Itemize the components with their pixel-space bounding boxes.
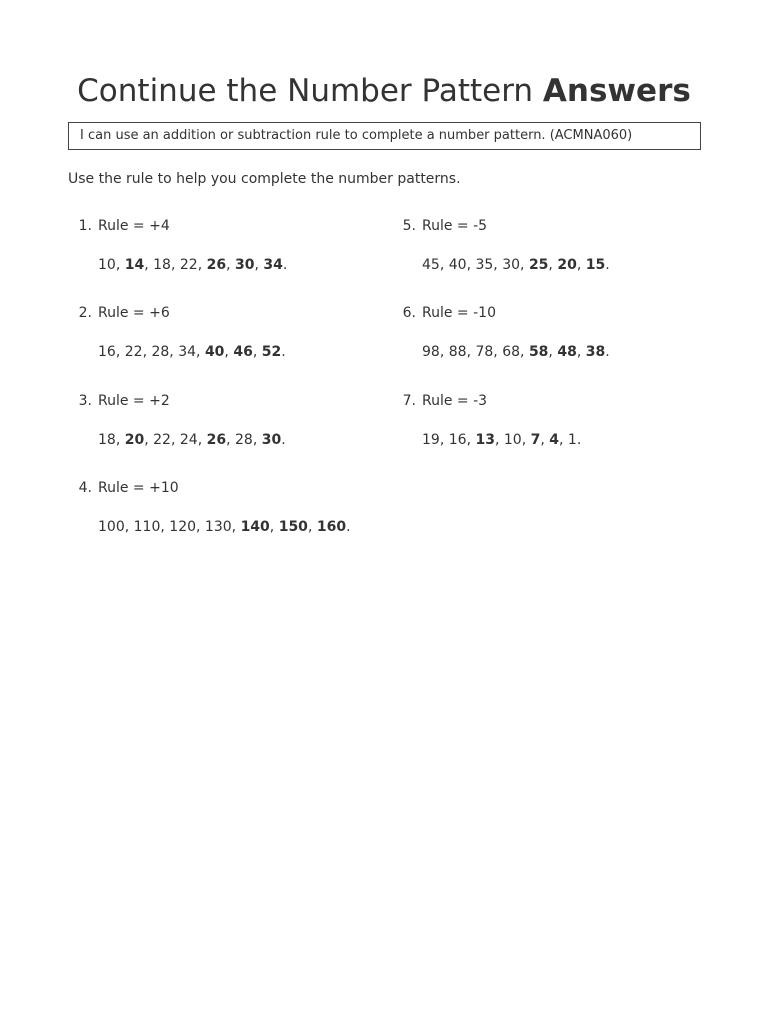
problem-rule: Rule = -3 <box>422 393 488 409</box>
answer-term: 26 <box>206 432 227 448</box>
answer-term: 58 <box>528 344 549 360</box>
given-term: 22 <box>153 432 171 448</box>
given-term: 10 <box>98 257 116 273</box>
answer-term: 38 <box>585 344 606 360</box>
problem-rule: Rule = -10 <box>422 305 496 321</box>
page-title-text: Continue the Number Pattern <box>77 73 534 109</box>
number-sequence: 18, 20, 22, 24, 26, 28, 30. <box>98 432 286 448</box>
given-term: 28 <box>151 344 170 360</box>
answer-term: 20 <box>557 257 577 273</box>
answer-term: 14 <box>124 257 145 273</box>
given-term: 10 <box>503 432 522 448</box>
answer-term: 160 <box>316 519 347 535</box>
instruction-text: Use the rule to help you complete the number patterns. <box>68 171 461 187</box>
given-term: 88 <box>448 344 467 360</box>
answer-term: 150 <box>278 519 308 535</box>
problem-number: 6. <box>402 305 416 321</box>
problem-rule-line <box>68 478 179 498</box>
problem-rule-line <box>68 216 170 236</box>
problem-rule: Rule = +2 <box>98 393 170 409</box>
number-sequence: 45, 40, 35, 30, 25, 20, 15. <box>422 257 610 273</box>
page-title-answers: Answers <box>542 73 691 109</box>
answer-term: 140 <box>240 519 270 535</box>
problem-number: 4. <box>78 480 92 496</box>
answer-term: 40 <box>204 344 225 360</box>
answer-term: 34 <box>263 257 283 273</box>
given-term: 35 <box>475 257 494 273</box>
learning-objective-text: I can use an addition or subtraction rule to complete a number pattern. (ACMNA060) <box>80 128 633 143</box>
given-term: 98 <box>422 344 440 360</box>
given-term: 24 <box>179 432 198 448</box>
answer-term: 46 <box>233 344 253 360</box>
given-term: 100 <box>98 519 125 535</box>
given-term: 78 <box>475 344 494 360</box>
problem-rule-line <box>392 303 496 323</box>
problem-number: 3. <box>78 393 92 409</box>
answer-term: 30 <box>261 432 282 448</box>
problem-rule-line <box>68 303 170 323</box>
given-term: 18 <box>153 257 171 273</box>
number-sequence: 98, 88, 78, 68, 58, 48, 38. <box>422 344 610 360</box>
answer-term: 30 <box>234 257 255 273</box>
problem-rule: Rule = -5 <box>422 218 488 234</box>
given-term: 120 <box>169 519 197 535</box>
given-term: 28 <box>234 432 253 448</box>
page-title <box>0 71 768 111</box>
problem-rule-line <box>392 391 487 411</box>
answer-term: 20 <box>124 432 145 448</box>
problem-rule: Rule = +6 <box>98 305 170 321</box>
number-sequence: 10, 14, 18, 22, 26, 30, 34. <box>98 257 288 273</box>
problem-rule-line <box>68 391 170 411</box>
problem-rule-line <box>392 216 487 236</box>
given-term: 45 <box>422 257 440 273</box>
problem-rule: Rule = +10 <box>98 480 179 496</box>
given-term: 19 <box>422 432 440 448</box>
answer-term: 25 <box>528 257 549 273</box>
given-term: 16 <box>448 432 467 448</box>
answer-term: 7 <box>530 432 541 448</box>
given-term: 34 <box>178 344 197 360</box>
given-term: 30 <box>502 257 521 273</box>
number-sequence: 16, 22, 28, 34, 40, 46, 52. <box>98 344 286 360</box>
given-term: 1 <box>567 432 577 448</box>
answer-term: 15 <box>585 257 606 273</box>
given-term: 40 <box>448 257 467 273</box>
answer-term: 26 <box>206 257 227 273</box>
problem-number: 7. <box>402 393 416 409</box>
problem-number: 1. <box>78 218 92 234</box>
problem-number: 2. <box>78 305 92 321</box>
given-term: 16 <box>98 344 116 360</box>
given-term: 18 <box>98 432 116 448</box>
problem-rule: Rule = +4 <box>98 218 170 234</box>
answer-term: 13 <box>475 432 495 448</box>
number-sequence: 19, 16, 13, 10, 7, 4, 1. <box>422 432 582 448</box>
given-term: 68 <box>502 344 521 360</box>
answer-term: 4 <box>549 432 559 448</box>
learning-objective-box <box>68 122 701 150</box>
given-term: 110 <box>133 519 161 535</box>
answer-term: 48 <box>557 344 577 360</box>
number-sequence: 100, 110, 120, 130, 140, 150, 160. <box>98 519 351 535</box>
answer-term: 52 <box>261 344 282 360</box>
given-term: 22 <box>124 344 143 360</box>
given-term: 130 <box>204 519 232 535</box>
problem-number: 5. <box>402 218 416 234</box>
given-term: 22 <box>179 257 198 273</box>
